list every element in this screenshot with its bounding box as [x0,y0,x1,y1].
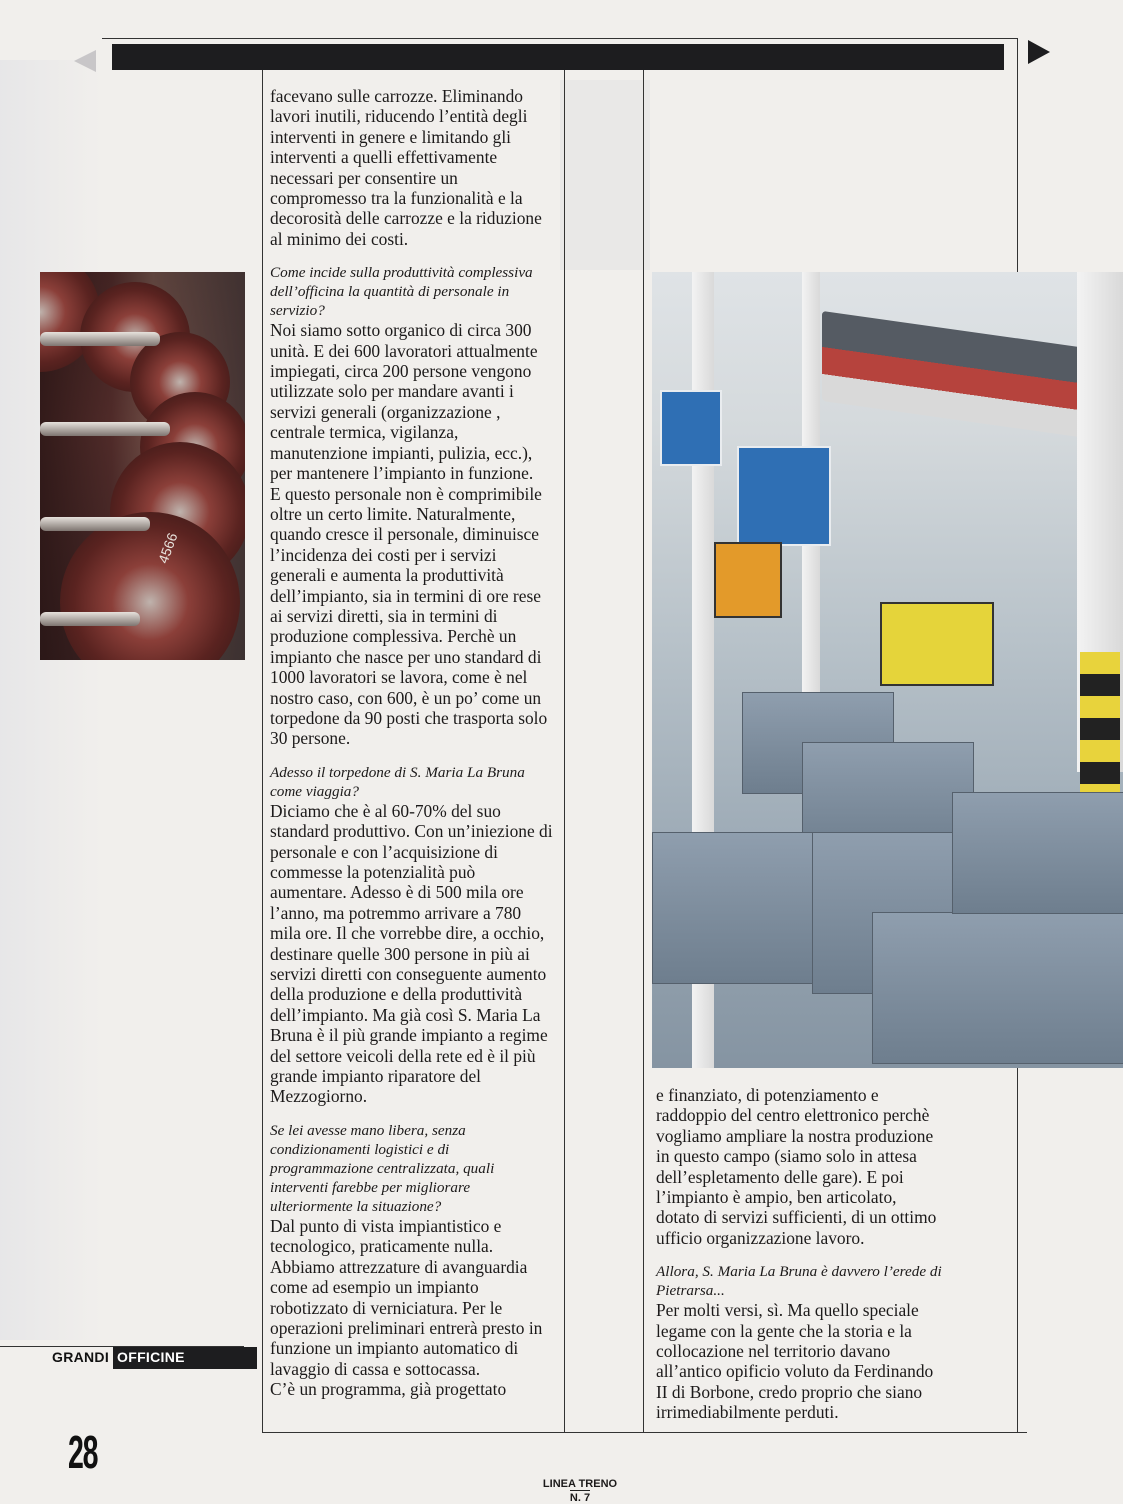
interview-answer: Per molti versi, sì. Ma quello speciale legame con la gente che la storia e la collocazione nel territorio davano all’antico opificio voluto da Ferdinando II di Borbone, credo proprio che siano irrimediabilmente perduti. [656,1300,934,1423]
interview-question: Adesso il torpedone di S. Maria La Bruna come viaggia? [270,763,525,800]
article-column-1 [270,86,556,1400]
page-number: 28 [68,1426,98,1478]
show-through-bleed-right [560,80,650,270]
interview-answer: E questo personale non è comprimibile oltre un certo limite. Naturalmente, quando cresce il personale, diminuisce l’incidenza dei costi per i servizi generali e aumenta la produttività dell’impianto, sia in termini di ore rese ai servizi diretti, sia in termini di produzione complessiva. Perchè un impianto che nasce per uno standard di 1000 lavoratori se lavora, come è nel nostro caso, con 600, è un po’ come un torpedone da 90 posti che trasporta solo 30 persone. [270,483,548,749]
axle [40,332,160,346]
axle [40,612,140,626]
footer-rule [262,1432,1027,1433]
interview-answer: facevano sulle carrozze. Eliminando lavori inutili, riducendo l’entità degli interventi in genere e limitando gli interventi a quelli effettivamente necessari per consentire un compromesso tra la funzionalità e la decorosità delle carrozze e la riduzione al minimo dei costi. [270,86,542,249]
cabinet [952,792,1123,914]
interview-answer: C’è un programma, già progettato [270,1379,507,1400]
interview-answer: Noi siamo sotto organico di circa 300 unità. E dei 600 lavoratori attualmente impiegati, circa 200 persone vengono utilizzate solo per mandare avanti i servizi generali (organizzazione , centrale termica, vigilanza, manutenzione impianti, pulizia, ecc.), per mantenere l’impianto in funzione. [270,320,538,484]
previous-page-arrow-icon [74,50,96,72]
interview-question: Come incide sulla produttività complessiva dell’officina la quantità di personale in servizio? [270,264,533,320]
next-page-arrow-icon [1028,40,1050,64]
booth [737,446,831,546]
workshop-photo [652,272,1123,1068]
interview-question: Allora, S. Maria La Bruna è davvero l’erede di Pietrarsa... [656,1263,942,1300]
section-label [52,1347,257,1369]
section-label-word1: GRANDI [52,1347,113,1369]
interview-answer: e finanziato, di potenziamento e raddoppio del centro elettronico perchè vogliamo ampliare la nostra produzione in questo campo (siamo solo in attesa dell’espletamento delle gare). E poi l’impianto è ampio, ben articolato, dotato di servizi sufficienti, di un ottimo ufficio organizzazione lavoro. [656,1085,937,1248]
show-through-bleed [0,60,102,1340]
interview-question: Se lei avesse mano libera, senza condizionamenti logistici e di programmazione centralizzata, quali interventi farebbe per migliorare ulteriormente la situazione? [270,1121,495,1215]
interview-answer: Diciamo che è al 60-70% del suo standard produttivo. Con un’iniezione di personale e con l’acquisizione di commesse la potenzialità può aumentare. Adesso è di 500 mila ore l’anno, ma potremmo arrivare a 780 mila ore. Il che vorrebbe dire, a occhio, destinare quelle 300 persone in più ai servizi diretti con conseguente aumento della produzione e della produttività dell’impianto. Ma già così S. Maria La Bruna è il più grande impianto a regime del settore veicoli della rete ed è il più grande impianto riparatore del Mezzogiorno. [270,800,553,1107]
header-rule [102,38,1017,39]
axle [40,422,170,436]
cabinet [652,832,834,984]
wheel-stamp: 4566 [154,530,181,566]
axle [40,517,150,531]
interview-answer: Dal punto di vista impiantistico e tecnologico, praticamente nulla. Abbiamo attrezzature di avanguardia come ad esempio un impianto robotizzato di verniciatura. Per le operazioni preliminari entrerà presto in funzione un impianto automatico di lavaggio di cassa e sottocassa. [270,1215,543,1379]
section-label-word2: OFFICINE [113,1347,257,1369]
column-rule-middle [564,70,565,1432]
column-rule-left [262,70,263,1432]
issue-number: N. 7 [569,1492,591,1504]
cart [880,602,994,686]
column-rule-right-inner [643,70,644,1432]
magazine-name: LINEA TRENO [542,1478,618,1490]
footer [520,1478,640,1504]
wheelsets-photo [40,272,245,660]
forklift [714,542,782,618]
booth [660,390,722,466]
header-bar [112,44,1004,70]
cabinet [872,912,1123,1064]
article-column-2 [656,1085,943,1423]
